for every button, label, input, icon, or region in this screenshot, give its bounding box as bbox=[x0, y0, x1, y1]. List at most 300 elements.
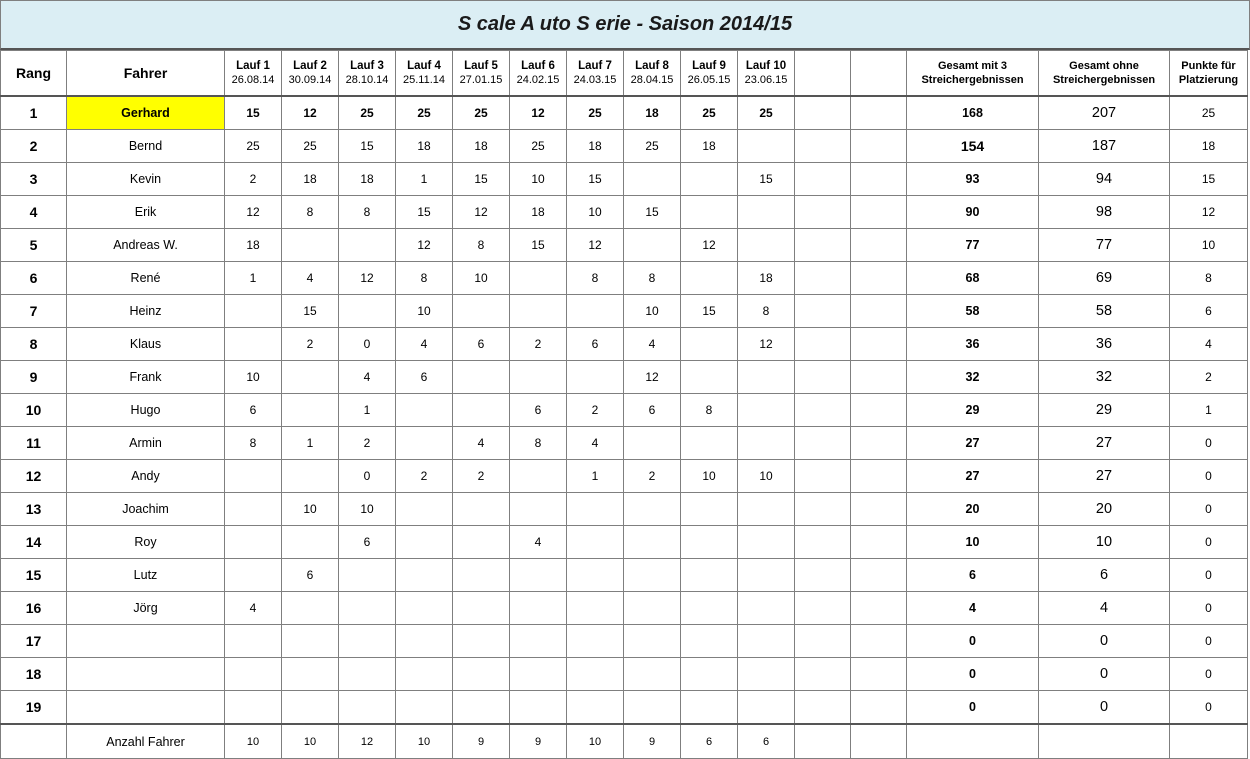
result-cell: 8 bbox=[624, 262, 681, 295]
result-cell: 18 bbox=[453, 130, 510, 163]
result-cell bbox=[453, 658, 510, 691]
empty-cell bbox=[795, 394, 851, 427]
result-cell bbox=[453, 691, 510, 725]
result-cell bbox=[225, 295, 282, 328]
header-rank: Rang bbox=[1, 51, 67, 97]
result-cell: 15 bbox=[624, 196, 681, 229]
total-cell: 27 bbox=[1039, 460, 1170, 493]
driver-name-cell: Joachim bbox=[67, 493, 225, 526]
points-cell: 8 bbox=[1170, 262, 1248, 295]
driver-name-cell: Hugo bbox=[67, 394, 225, 427]
table-row bbox=[1, 691, 1248, 725]
title-bar bbox=[0, 0, 1250, 50]
points-cell: 4 bbox=[1170, 328, 1248, 361]
total-streich-cell: 27 bbox=[907, 460, 1039, 493]
result-cell bbox=[567, 625, 624, 658]
result-cell: 12 bbox=[339, 262, 396, 295]
result-cell bbox=[282, 394, 339, 427]
result-cell bbox=[396, 394, 453, 427]
total-streich-cell: 10 bbox=[907, 526, 1039, 559]
result-cell bbox=[453, 493, 510, 526]
result-cell bbox=[225, 460, 282, 493]
result-cell bbox=[225, 526, 282, 559]
header-empty-2 bbox=[851, 51, 907, 97]
footer-empty-cell bbox=[795, 724, 851, 759]
points-cell: 10 bbox=[1170, 229, 1248, 262]
result-cell bbox=[396, 592, 453, 625]
total-cell: 32 bbox=[1039, 361, 1170, 394]
driver-name-cell: Kevin bbox=[67, 163, 225, 196]
empty-cell bbox=[795, 526, 851, 559]
empty-cell bbox=[851, 526, 907, 559]
result-cell: 18 bbox=[510, 196, 567, 229]
result-cell bbox=[681, 361, 738, 394]
race-date: 25.11.14 bbox=[402, 74, 445, 86]
header-total-streich: Gesamt mit 3 Streichergebnissen bbox=[907, 51, 1039, 97]
result-cell bbox=[738, 658, 795, 691]
race-label: Lauf 6 bbox=[521, 60, 555, 72]
table-row bbox=[1, 295, 1248, 328]
result-cell: 12 bbox=[453, 196, 510, 229]
total-cell: 94 bbox=[1039, 163, 1170, 196]
result-cell: 15 bbox=[567, 163, 624, 196]
driver-name-cell: René bbox=[67, 262, 225, 295]
result-cell bbox=[225, 658, 282, 691]
result-cell bbox=[567, 526, 624, 559]
header-total-ohne: Gesamt ohne Streichergebnissen bbox=[1039, 51, 1170, 97]
points-cell: 15 bbox=[1170, 163, 1248, 196]
result-cell: 12 bbox=[624, 361, 681, 394]
race-date: 28.10.14 bbox=[345, 74, 389, 86]
result-cell bbox=[567, 658, 624, 691]
result-cell bbox=[453, 625, 510, 658]
empty-cell bbox=[851, 229, 907, 262]
table-row bbox=[1, 427, 1248, 460]
race-label: Lauf 5 bbox=[464, 60, 498, 72]
empty-cell bbox=[851, 96, 907, 130]
result-cell bbox=[282, 361, 339, 394]
result-cell bbox=[453, 592, 510, 625]
header-race-3 bbox=[339, 51, 396, 97]
result-cell: 1 bbox=[339, 394, 396, 427]
rank-cell: 13 bbox=[1, 493, 67, 526]
result-cell: 10 bbox=[510, 163, 567, 196]
points-cell: 1 bbox=[1170, 394, 1248, 427]
result-cell: 25 bbox=[567, 96, 624, 130]
table-row bbox=[1, 625, 1248, 658]
result-cell: 2 bbox=[339, 427, 396, 460]
result-cell bbox=[510, 460, 567, 493]
total-cell: 6 bbox=[1039, 559, 1170, 592]
rank-cell: 9 bbox=[1, 361, 67, 394]
table-row bbox=[1, 163, 1248, 196]
total-cell: 36 bbox=[1039, 328, 1170, 361]
points-cell: 18 bbox=[1170, 130, 1248, 163]
driver-name-cell bbox=[67, 658, 225, 691]
result-cell: 25 bbox=[225, 130, 282, 163]
result-cell: 25 bbox=[738, 96, 795, 130]
rank-cell: 6 bbox=[1, 262, 67, 295]
footer-label: Anzahl Fahrer bbox=[67, 724, 225, 759]
result-cell: 10 bbox=[738, 460, 795, 493]
result-cell: 18 bbox=[225, 229, 282, 262]
result-cell: 10 bbox=[225, 361, 282, 394]
result-cell bbox=[567, 493, 624, 526]
rank-cell: 1 bbox=[1, 96, 67, 130]
empty-cell bbox=[795, 691, 851, 725]
rank-cell: 5 bbox=[1, 229, 67, 262]
driver-name-cell: Roy bbox=[67, 526, 225, 559]
result-cell bbox=[738, 427, 795, 460]
result-cell: 6 bbox=[624, 394, 681, 427]
points-cell: 0 bbox=[1170, 559, 1248, 592]
result-cell: 8 bbox=[681, 394, 738, 427]
result-cell: 6 bbox=[225, 394, 282, 427]
driver-count-cell: 10 bbox=[225, 724, 282, 759]
result-cell bbox=[738, 394, 795, 427]
result-cell bbox=[624, 493, 681, 526]
total-streich-cell: 27 bbox=[907, 427, 1039, 460]
empty-cell bbox=[851, 427, 907, 460]
standings-table bbox=[0, 50, 1248, 759]
result-cell bbox=[396, 625, 453, 658]
empty-cell bbox=[851, 691, 907, 725]
result-cell bbox=[681, 163, 738, 196]
total-cell: 207 bbox=[1039, 96, 1170, 130]
header-race-9 bbox=[681, 51, 738, 97]
result-cell: 4 bbox=[510, 526, 567, 559]
result-cell: 25 bbox=[453, 96, 510, 130]
total-cell: 187 bbox=[1039, 130, 1170, 163]
table-row bbox=[1, 130, 1248, 163]
table-body bbox=[1, 96, 1248, 759]
empty-cell bbox=[851, 460, 907, 493]
result-cell bbox=[510, 295, 567, 328]
table-row bbox=[1, 328, 1248, 361]
result-cell: 2 bbox=[624, 460, 681, 493]
points-cell: 12 bbox=[1170, 196, 1248, 229]
result-cell: 2 bbox=[510, 328, 567, 361]
result-cell: 1 bbox=[567, 460, 624, 493]
result-cell bbox=[681, 196, 738, 229]
total-streich-cell: 6 bbox=[907, 559, 1039, 592]
total-streich-cell: 68 bbox=[907, 262, 1039, 295]
result-cell bbox=[738, 625, 795, 658]
total-streich-cell: 93 bbox=[907, 163, 1039, 196]
race-label: Lauf 7 bbox=[578, 60, 612, 72]
empty-cell bbox=[795, 361, 851, 394]
result-cell bbox=[339, 592, 396, 625]
result-cell bbox=[339, 229, 396, 262]
result-cell: 18 bbox=[624, 96, 681, 130]
points-cell: 6 bbox=[1170, 295, 1248, 328]
empty-cell bbox=[851, 559, 907, 592]
result-cell bbox=[624, 163, 681, 196]
total-streich-cell: 29 bbox=[907, 394, 1039, 427]
result-cell: 2 bbox=[567, 394, 624, 427]
result-cell bbox=[225, 328, 282, 361]
footer-empty-cell bbox=[907, 724, 1039, 759]
result-cell: 0 bbox=[339, 460, 396, 493]
header-row bbox=[1, 51, 1248, 97]
result-cell bbox=[282, 658, 339, 691]
result-cell bbox=[225, 559, 282, 592]
table-row bbox=[1, 262, 1248, 295]
empty-cell bbox=[851, 625, 907, 658]
total-streich-cell: 77 bbox=[907, 229, 1039, 262]
result-cell: 25 bbox=[339, 96, 396, 130]
result-cell bbox=[624, 592, 681, 625]
driver-name-cell: Andreas W. bbox=[67, 229, 225, 262]
result-cell: 25 bbox=[396, 96, 453, 130]
result-cell: 12 bbox=[396, 229, 453, 262]
driver-count-cell: 6 bbox=[681, 724, 738, 759]
points-cell: 0 bbox=[1170, 592, 1248, 625]
points-cell: 0 bbox=[1170, 625, 1248, 658]
race-label: Lauf 2 bbox=[293, 60, 327, 72]
result-cell bbox=[510, 691, 567, 725]
result-cell: 8 bbox=[567, 262, 624, 295]
total-cell: 10 bbox=[1039, 526, 1170, 559]
driver-name-cell: Bernd bbox=[67, 130, 225, 163]
driver-name-cell: Lutz bbox=[67, 559, 225, 592]
race-label: Lauf 8 bbox=[635, 60, 669, 72]
total-cell: 98 bbox=[1039, 196, 1170, 229]
result-cell: 18 bbox=[339, 163, 396, 196]
result-cell: 8 bbox=[738, 295, 795, 328]
driver-count-cell: 9 bbox=[510, 724, 567, 759]
race-label: Lauf 3 bbox=[350, 60, 384, 72]
rank-cell: 16 bbox=[1, 592, 67, 625]
result-cell: 15 bbox=[510, 229, 567, 262]
table-row bbox=[1, 526, 1248, 559]
result-cell bbox=[510, 625, 567, 658]
result-cell bbox=[681, 328, 738, 361]
result-cell bbox=[282, 592, 339, 625]
result-cell bbox=[339, 691, 396, 725]
rank-cell: 17 bbox=[1, 625, 67, 658]
result-cell: 18 bbox=[681, 130, 738, 163]
result-cell bbox=[681, 262, 738, 295]
result-cell bbox=[738, 229, 795, 262]
total-cell: 29 bbox=[1039, 394, 1170, 427]
result-cell bbox=[738, 130, 795, 163]
empty-cell bbox=[795, 559, 851, 592]
result-cell: 6 bbox=[339, 526, 396, 559]
empty-cell bbox=[795, 658, 851, 691]
table-row bbox=[1, 460, 1248, 493]
rank-cell: 14 bbox=[1, 526, 67, 559]
result-cell bbox=[738, 559, 795, 592]
driver-count-cell: 9 bbox=[624, 724, 681, 759]
total-cell: 58 bbox=[1039, 295, 1170, 328]
total-streich-cell: 32 bbox=[907, 361, 1039, 394]
total-streich-cell: 0 bbox=[907, 625, 1039, 658]
header-race-8 bbox=[624, 51, 681, 97]
result-cell: 18 bbox=[282, 163, 339, 196]
result-cell: 18 bbox=[396, 130, 453, 163]
driver-name-cell bbox=[67, 625, 225, 658]
result-cell bbox=[681, 427, 738, 460]
footer-empty-cell bbox=[1, 724, 67, 759]
result-cell bbox=[396, 559, 453, 592]
result-cell: 4 bbox=[339, 361, 396, 394]
result-cell: 25 bbox=[282, 130, 339, 163]
empty-cell bbox=[795, 493, 851, 526]
race-date: 26.08.14 bbox=[231, 74, 275, 86]
total-streich-cell: 0 bbox=[907, 658, 1039, 691]
points-cell: 2 bbox=[1170, 361, 1248, 394]
empty-cell bbox=[851, 328, 907, 361]
result-cell: 4 bbox=[225, 592, 282, 625]
result-cell: 6 bbox=[567, 328, 624, 361]
header-race-10 bbox=[738, 51, 795, 97]
driver-name-cell: Heinz bbox=[67, 295, 225, 328]
table-row bbox=[1, 196, 1248, 229]
result-cell: 25 bbox=[681, 96, 738, 130]
result-cell bbox=[282, 460, 339, 493]
result-cell: 12 bbox=[681, 229, 738, 262]
empty-cell bbox=[795, 592, 851, 625]
empty-cell bbox=[851, 262, 907, 295]
table-row bbox=[1, 592, 1248, 625]
result-cell bbox=[453, 295, 510, 328]
result-cell: 10 bbox=[339, 493, 396, 526]
rank-cell: 8 bbox=[1, 328, 67, 361]
result-cell bbox=[624, 625, 681, 658]
total-streich-cell: 4 bbox=[907, 592, 1039, 625]
empty-cell bbox=[795, 625, 851, 658]
result-cell bbox=[681, 526, 738, 559]
result-cell bbox=[567, 295, 624, 328]
result-cell: 8 bbox=[396, 262, 453, 295]
empty-cell bbox=[851, 196, 907, 229]
points-cell: 0 bbox=[1170, 460, 1248, 493]
header-race-1 bbox=[225, 51, 282, 97]
table-row bbox=[1, 493, 1248, 526]
driver-name-cell: Gerhard bbox=[67, 96, 225, 130]
result-cell bbox=[681, 559, 738, 592]
driver-count-cell: 10 bbox=[396, 724, 453, 759]
total-streich-cell: 58 bbox=[907, 295, 1039, 328]
result-cell bbox=[567, 559, 624, 592]
result-cell bbox=[510, 493, 567, 526]
result-cell bbox=[681, 592, 738, 625]
result-cell bbox=[681, 691, 738, 725]
empty-cell bbox=[795, 229, 851, 262]
result-cell bbox=[681, 658, 738, 691]
result-cell bbox=[453, 526, 510, 559]
points-cell: 0 bbox=[1170, 427, 1248, 460]
race-label: Lauf 4 bbox=[407, 60, 441, 72]
result-cell bbox=[567, 691, 624, 725]
result-cell bbox=[225, 493, 282, 526]
result-cell bbox=[624, 526, 681, 559]
result-cell bbox=[225, 691, 282, 725]
total-streich-cell: 168 bbox=[907, 96, 1039, 130]
rank-cell: 18 bbox=[1, 658, 67, 691]
result-cell bbox=[738, 592, 795, 625]
result-cell: 12 bbox=[510, 96, 567, 130]
header-race-5 bbox=[453, 51, 510, 97]
rank-cell: 19 bbox=[1, 691, 67, 725]
result-cell bbox=[282, 625, 339, 658]
points-cell: 0 bbox=[1170, 658, 1248, 691]
total-streich-cell: 36 bbox=[907, 328, 1039, 361]
empty-cell bbox=[795, 163, 851, 196]
result-cell: 2 bbox=[282, 328, 339, 361]
race-date: 30.09.14 bbox=[288, 74, 332, 86]
race-date: 24.03.15 bbox=[573, 74, 617, 86]
total-streich-cell: 0 bbox=[907, 691, 1039, 725]
table-row bbox=[1, 361, 1248, 394]
result-cell: 8 bbox=[339, 196, 396, 229]
table-row bbox=[1, 394, 1248, 427]
result-cell bbox=[510, 592, 567, 625]
total-streich-cell: 154 bbox=[907, 130, 1039, 163]
race-date: 27.01.15 bbox=[459, 74, 503, 86]
result-cell: 10 bbox=[624, 295, 681, 328]
result-cell bbox=[396, 526, 453, 559]
total-cell: 0 bbox=[1039, 691, 1170, 725]
result-cell: 18 bbox=[738, 262, 795, 295]
total-cell: 77 bbox=[1039, 229, 1170, 262]
footer-empty-cell bbox=[851, 724, 907, 759]
empty-cell bbox=[851, 295, 907, 328]
result-cell: 15 bbox=[339, 130, 396, 163]
race-label: Lauf 10 bbox=[745, 60, 787, 72]
rank-cell: 3 bbox=[1, 163, 67, 196]
result-cell bbox=[624, 559, 681, 592]
driver-count-cell: 9 bbox=[453, 724, 510, 759]
race-label: Lauf 1 bbox=[236, 60, 270, 72]
result-cell: 10 bbox=[396, 295, 453, 328]
total-cell: 20 bbox=[1039, 493, 1170, 526]
header-points: Punkte für Platzierung bbox=[1170, 51, 1248, 97]
empty-cell bbox=[851, 394, 907, 427]
rank-cell: 15 bbox=[1, 559, 67, 592]
race-date: 26.05.15 bbox=[687, 74, 731, 86]
result-cell bbox=[738, 493, 795, 526]
footer-empty-cell bbox=[1039, 724, 1170, 759]
total-streich-cell: 90 bbox=[907, 196, 1039, 229]
driver-name-cell: Jörg bbox=[67, 592, 225, 625]
result-cell: 15 bbox=[225, 96, 282, 130]
result-cell bbox=[624, 427, 681, 460]
result-cell: 4 bbox=[453, 427, 510, 460]
result-cell: 2 bbox=[225, 163, 282, 196]
result-cell: 4 bbox=[624, 328, 681, 361]
result-cell bbox=[225, 625, 282, 658]
rank-cell: 12 bbox=[1, 460, 67, 493]
result-cell: 8 bbox=[282, 196, 339, 229]
footer-empty-cell bbox=[1170, 724, 1248, 759]
race-date: 24.02.15 bbox=[516, 74, 560, 86]
total-cell: 0 bbox=[1039, 625, 1170, 658]
result-cell bbox=[339, 625, 396, 658]
rank-cell: 7 bbox=[1, 295, 67, 328]
points-cell: 25 bbox=[1170, 96, 1248, 130]
result-cell bbox=[738, 361, 795, 394]
empty-cell bbox=[795, 328, 851, 361]
points-cell: 0 bbox=[1170, 493, 1248, 526]
result-cell: 10 bbox=[567, 196, 624, 229]
result-cell: 8 bbox=[453, 229, 510, 262]
result-cell bbox=[624, 691, 681, 725]
total-cell: 0 bbox=[1039, 658, 1170, 691]
table-row bbox=[1, 559, 1248, 592]
race-label: Lauf 9 bbox=[692, 60, 726, 72]
